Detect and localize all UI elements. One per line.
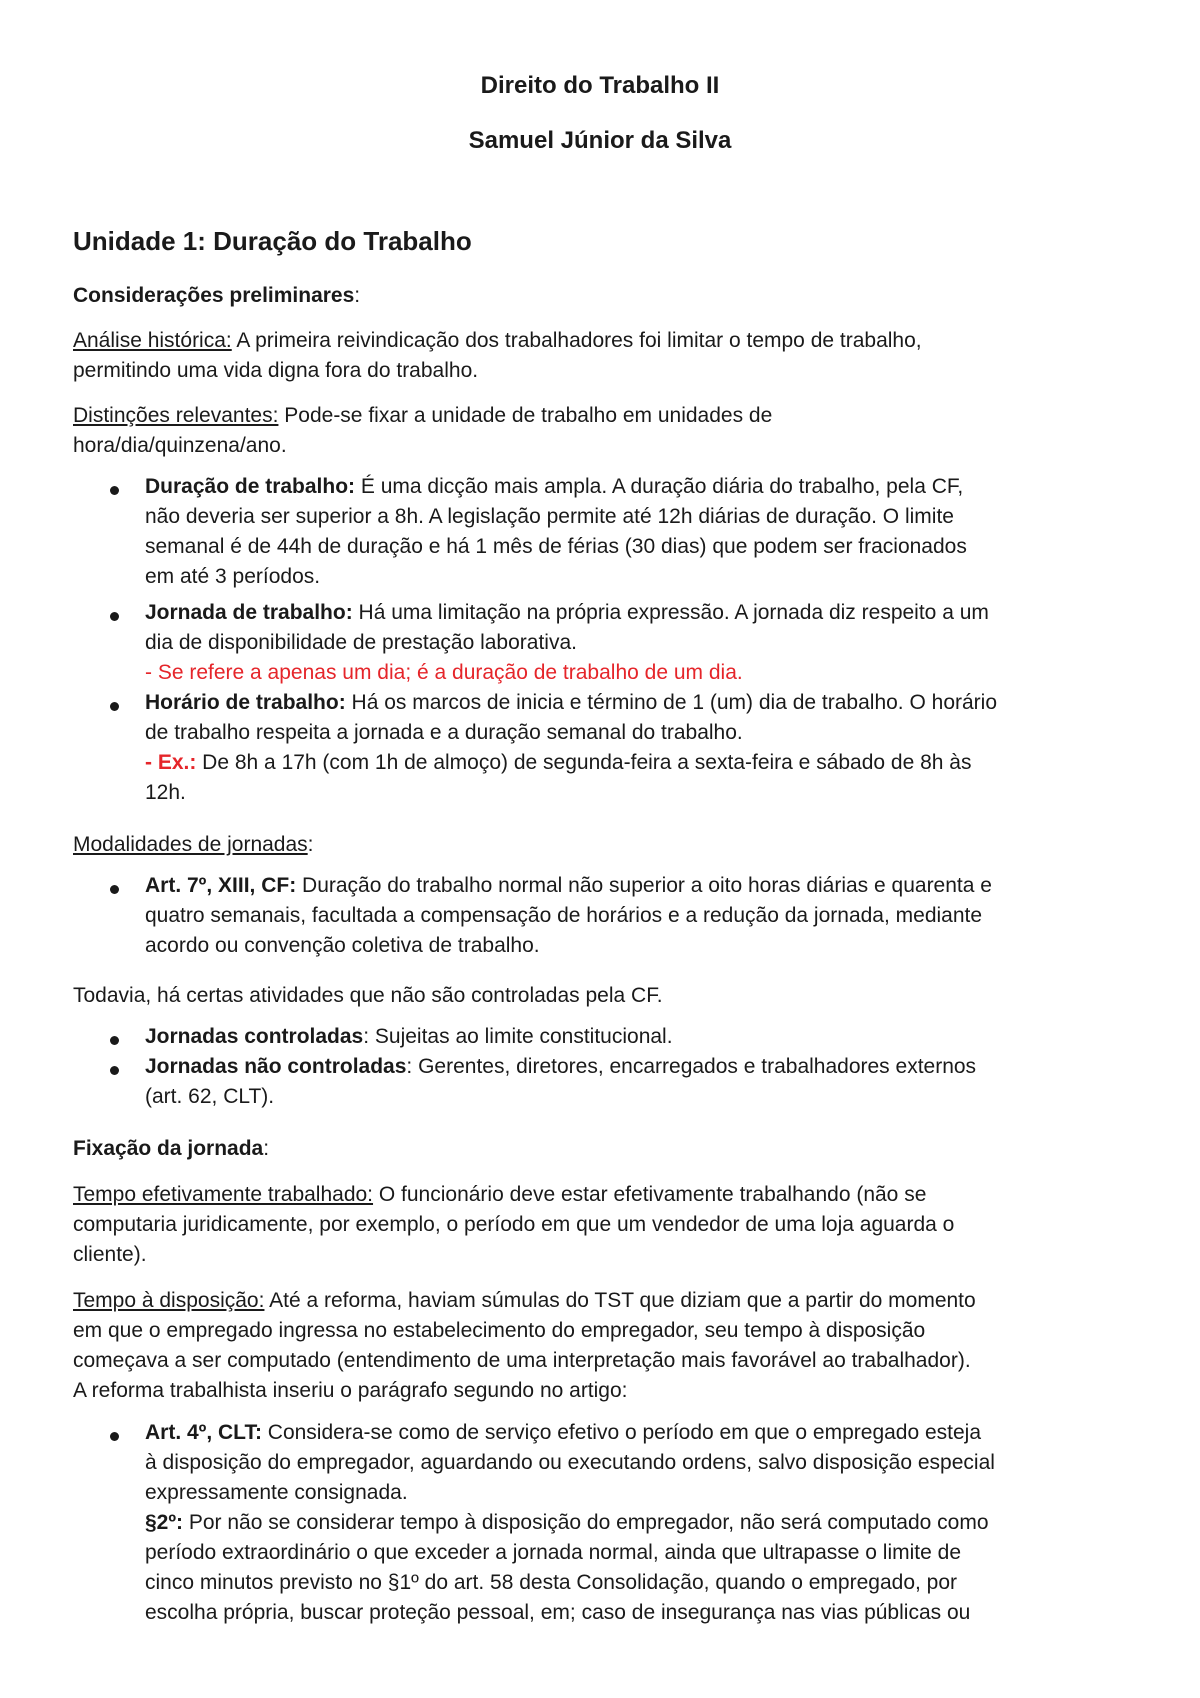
bullet-icon	[110, 1036, 119, 1045]
art4-paragraph2	[145, 1511, 989, 1535]
bullet-icon	[110, 612, 119, 621]
art7-text-2: quatro semanais, facultada a compensação de horários e a redução da jornada, mediante	[145, 904, 983, 927]
paragraph2-text-2: período extraordinário o que exceder a jornada normal, ainda que ultrapasse o limite de	[145, 1541, 962, 1564]
bullet-icon	[110, 1432, 119, 1441]
tempo-efetivo-label: Tempo efetivamente trabalhado:	[73, 1183, 374, 1206]
tempo-efetivo-text-1: O funcionário deve estar efetivamente trabalhando (não se	[373, 1183, 927, 1206]
jornadas-controladas-label: Jornadas controladas	[145, 1025, 364, 1048]
paragraph2-text-1: Por não se considerar tempo à disposição do empregador, não será computado como	[183, 1511, 989, 1534]
modalidades-colon: :	[307, 833, 314, 856]
distincoes-label: Distinções relevantes:	[73, 404, 279, 427]
list-item-horario	[145, 691, 997, 715]
document-author: Samuel Júnior da Silva	[468, 127, 732, 154]
art7-label: Art. 7º, XIII, CF:	[145, 874, 297, 897]
jornadas-nao-controladas-text-2: (art. 62, CLT).	[145, 1085, 275, 1108]
paragraph2-text-3: cinco minutos previsto no §1º do art. 58 desta Consolidação, quando o empregado, por	[145, 1571, 958, 1594]
tempo-disp-text-2: em que o empregado ingressa no estabelecimento do empregador, seu tempo à disposição	[73, 1319, 926, 1342]
art4-text-1: Considera-se como de serviço efetivo o período em que o empregado esteja	[261, 1421, 982, 1444]
unit1-heading: Unidade 1: Duração do Trabalho	[73, 226, 472, 256]
analise-label: Análise histórica:	[73, 329, 232, 352]
analise-text-2: permitindo uma vida digna fora do trabalho.	[73, 359, 479, 382]
duracao-text-4: em até 3 períodos.	[145, 565, 321, 588]
fixacao-colon: :	[263, 1137, 270, 1160]
todavia-text: Todavia, há certas atividades que não são controladas pela CF.	[73, 984, 663, 1007]
distincoes-text-2: hora/dia/quinzena/ano.	[73, 434, 287, 457]
art7-text-3: acordo ou convenção coletiva de trabalho.	[145, 934, 540, 957]
art4-text-3: expressamente consignada.	[145, 1481, 408, 1504]
modalidades-line	[73, 830, 314, 860]
tempo-disp-label: Tempo à disposição:	[73, 1289, 265, 1312]
example-text-1: De 8h a 17h (com 1h de almoço) de segunda-feira a sexta-feira e sábado de 8h às	[196, 751, 972, 774]
jornada-label: Jornada de trabalho:	[145, 601, 353, 624]
tempo-disp-text-3: começava a ser computado (entendimento de uma interpretação mais favorável ao trabalhador).	[73, 1349, 971, 1372]
jornadas-nao-controladas-text-1: : Gerentes, diretores, encarregados e trabalhadores externos	[406, 1055, 977, 1078]
fixacao-line	[73, 1134, 269, 1164]
section-heading-unit1	[73, 226, 472, 259]
list-item-duracao	[145, 475, 963, 499]
document-title: Direito do Trabalho II	[480, 72, 720, 99]
distincoes-text-1: Pode-se fixar a unidade de trabalho em unidades de	[278, 404, 773, 427]
prelim-label-line	[73, 281, 360, 311]
list-item-jornadas-controladas	[145, 1025, 673, 1049]
list-item-art7	[145, 874, 992, 898]
duracao-text-1: É uma dicção mais ampla. A duração diária do trabalho, pela CF,	[355, 475, 964, 498]
duracao-text-3: semanal é de 44h de duração e há 1 mês de férias (30 dias) que podem ser fracionados	[145, 535, 967, 558]
horario-text-2: de trabalho respeita a jornada e a duração semanal do trabalho.	[145, 721, 743, 744]
tempo-disp-text-4: A reforma trabalhista inseriu o parágrafo segundo no artigo:	[73, 1379, 628, 1402]
paragraph2-label: §2º:	[145, 1511, 184, 1534]
duracao-text-2: não deveria ser superior a 8h. A legislação permite até 12h diárias de duração. O limite	[145, 505, 954, 528]
analise-text-1: A primeira reivindicação dos trabalhadores foi limitar o tempo de trabalho,	[231, 329, 922, 352]
bullet-icon	[110, 702, 119, 711]
tempo-disp-text-1: Até a reforma, haviam súmulas do TST que diziam que a partir do momento	[264, 1289, 976, 1312]
bullet-icon	[110, 486, 119, 495]
horario-text-1: Há os marcos de inicia e término de 1 (um) dia de trabalho. O horário	[345, 691, 998, 714]
jornadas-controladas-text: : Sujeitas ao limite constitucional.	[363, 1025, 673, 1048]
example-text-2: 12h.	[145, 781, 186, 804]
bullet-icon	[110, 1066, 119, 1075]
jornada-note-red: - Se refere a apenas um dia; é a duração de trabalho de um dia.	[145, 661, 743, 684]
art4-label: Art. 4º, CLT:	[145, 1421, 262, 1444]
example-label: - Ex.:	[145, 751, 197, 774]
bullet-icon	[110, 885, 119, 894]
duracao-label: Duração de trabalho:	[145, 475, 356, 498]
art4-text-2: à disposição do empregador, aguardando ou executando ordens, salvo disposição especial	[145, 1451, 995, 1474]
list-item-art4	[145, 1421, 981, 1445]
prelim-colon: :	[354, 284, 361, 307]
paragraph2-text-4: escolha própria, buscar proteção pessoal, em; caso de insegurança nas vias públicas ou	[145, 1601, 971, 1624]
list-item-jornada	[145, 601, 989, 625]
prelim-label: Considerações preliminares	[73, 284, 355, 307]
tempo-efetivo-text-2: computaria juridicamente, por exemplo, o período em que um vendedor de uma loja aguarda o	[73, 1213, 955, 1236]
horario-example	[145, 751, 972, 775]
jornada-text-2: dia de disponibilidade de prestação laborativa.	[145, 631, 577, 654]
modalidades-label: Modalidades de jornadas	[73, 833, 308, 856]
list-item-jornadas-nao-controladas	[145, 1055, 976, 1079]
fixacao-label: Fixação da jornada	[73, 1137, 264, 1160]
jornadas-nao-controladas-label: Jornadas não controladas	[145, 1055, 407, 1078]
horario-label: Horário de trabalho:	[145, 691, 346, 714]
art7-text-1: Duração do trabalho normal não superior a oito horas diárias e quarenta e	[296, 874, 992, 897]
tempo-efetivo-text-3: cliente).	[73, 1243, 147, 1266]
jornada-text-1: Há uma limitação na própria expressão. A jornada diz respeito a um	[352, 601, 989, 624]
